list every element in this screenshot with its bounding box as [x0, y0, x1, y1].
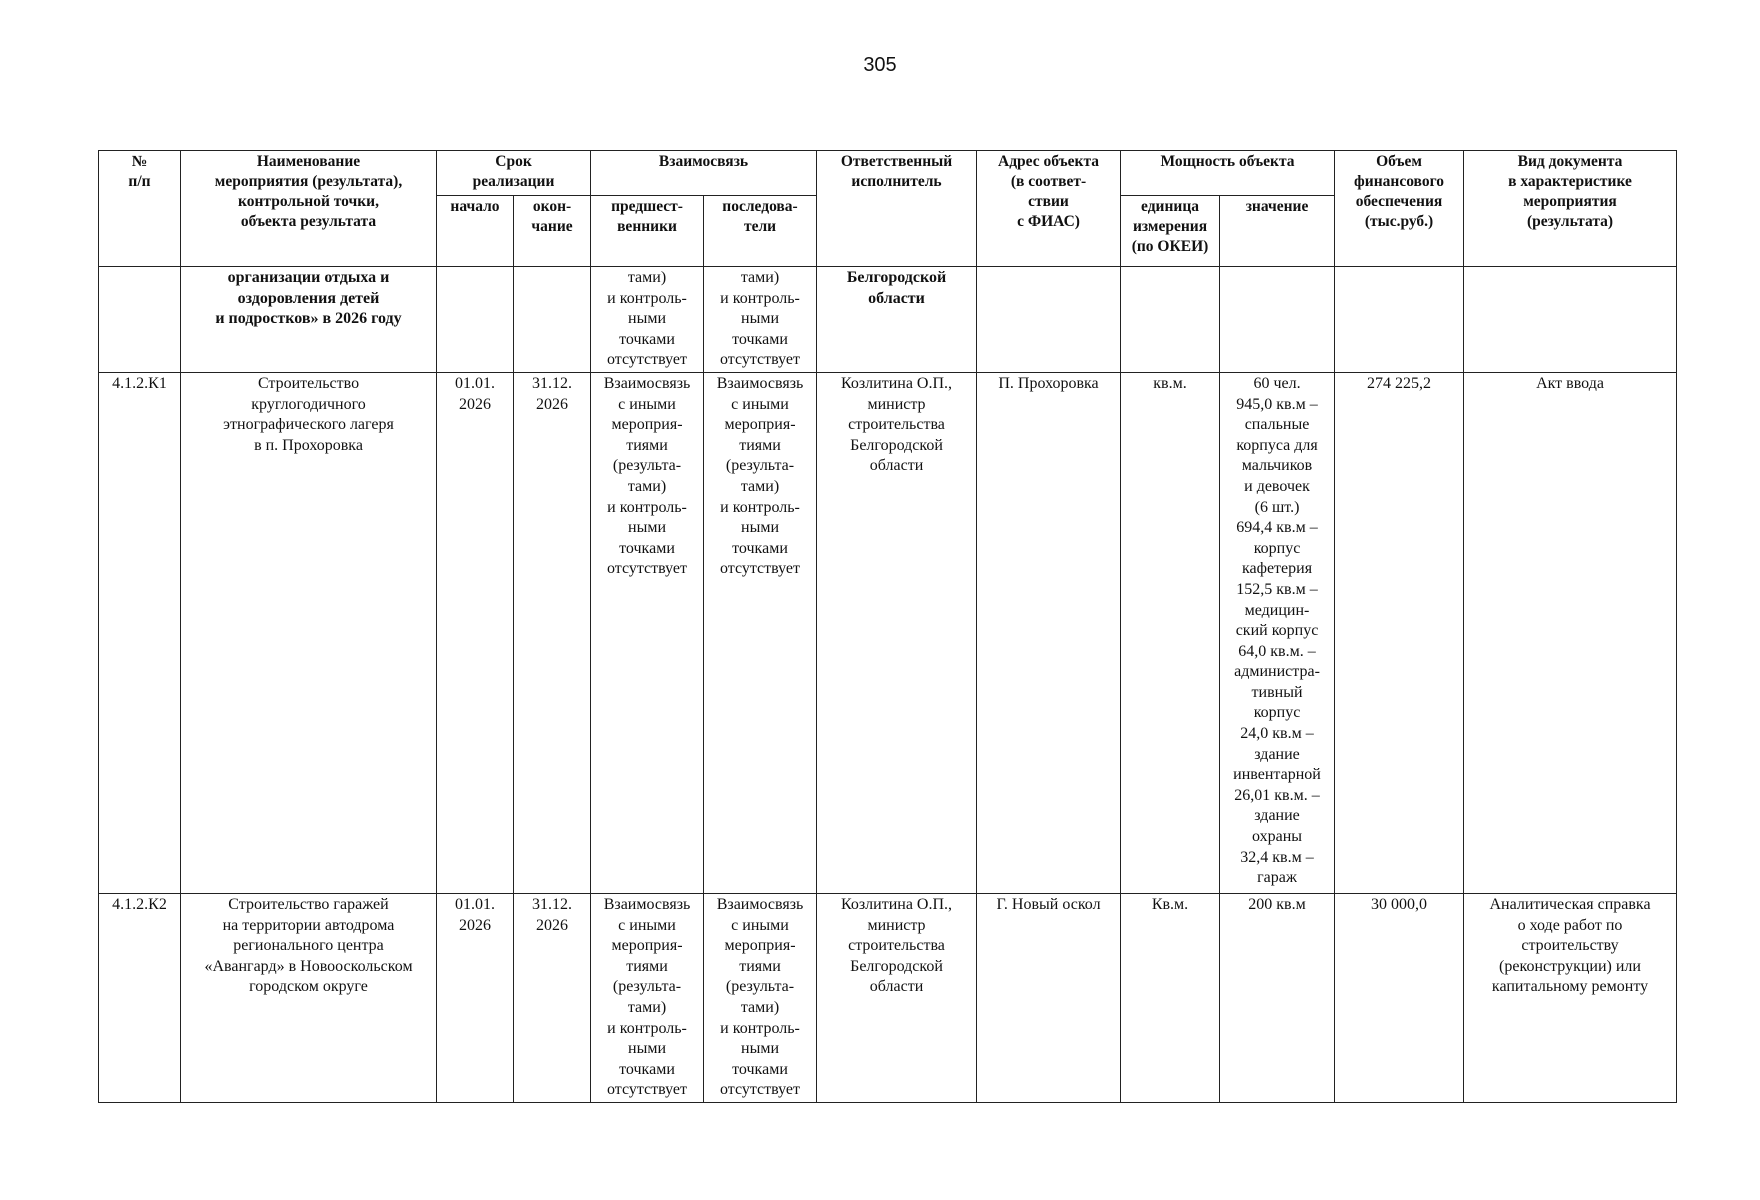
cell-line: венники — [617, 218, 677, 235]
cell-predecessors — [591, 372, 704, 893]
cell-funding — [1335, 372, 1464, 893]
cell-line: мероприя- — [611, 416, 683, 434]
cell-line: отсутствует — [606, 560, 688, 578]
cell-unit — [1121, 267, 1220, 373]
cell-line: значение — [1245, 198, 1309, 215]
cell-line: Взаимосвязь — [603, 895, 691, 913]
cell-line: ствии — [1028, 193, 1069, 210]
cell-line: Взаимосвязь — [658, 153, 749, 170]
cell-successors — [704, 893, 817, 1102]
cell-successors — [704, 372, 817, 893]
cell-line: и подростков» в 2026 году — [215, 310, 402, 328]
cell-line: тами) — [740, 998, 780, 1016]
cell-line: последова- — [722, 198, 798, 215]
cell-line: № — [131, 153, 148, 170]
cell-line: ными — [741, 1040, 780, 1058]
cell-line: на территории автодрома — [222, 916, 395, 934]
cell-line: (результата) — [1526, 213, 1614, 230]
cell-unit — [1121, 893, 1220, 1102]
cell-line: спальные — [1244, 416, 1310, 434]
cell-line: области — [869, 457, 924, 475]
header-capacity — [1121, 151, 1335, 196]
cell-line: с ФИАС) — [1017, 213, 1080, 230]
cell-line: единица — [1141, 198, 1200, 215]
cell-address — [977, 267, 1121, 373]
cell-line: 01.01. — [455, 895, 495, 913]
header-address — [977, 151, 1121, 267]
header-start — [437, 196, 514, 267]
cell-line: медицин- — [1244, 601, 1310, 619]
cell-value — [1220, 893, 1335, 1102]
cell-line: 60 чел. — [1253, 374, 1301, 392]
cell-line: и девочек — [1244, 477, 1310, 495]
header-name — [181, 151, 437, 267]
cell-line: ными — [741, 519, 780, 537]
cell-line: Вид документа — [1517, 153, 1623, 170]
cell-line: области — [869, 978, 924, 996]
cell-line: в п. Прохоровка — [254, 436, 363, 454]
header-end — [514, 196, 591, 267]
cell-doc-type — [1464, 372, 1677, 893]
cell-line: корпус — [1253, 539, 1301, 557]
cell-line: Белгородской — [846, 269, 947, 286]
cell-line: реализации — [472, 173, 555, 190]
cell-line: строительства — [848, 416, 945, 434]
table-row-k2 — [99, 893, 1677, 1102]
cell-line: капитальному ремонту — [1491, 978, 1649, 996]
cell-address — [977, 372, 1121, 893]
cell-line: 2026 — [459, 395, 491, 413]
cell-line: точками — [732, 330, 788, 348]
cell-line: инвентарной — [1233, 766, 1321, 784]
cell-responsible — [817, 372, 977, 893]
cell-line: отсутствует — [719, 560, 801, 578]
cell-line: о ходе работ по — [1517, 916, 1623, 934]
cell-line: точками — [732, 539, 788, 557]
cell-predecessors — [591, 893, 704, 1102]
cell-funding — [1335, 267, 1464, 373]
cell-name — [181, 372, 437, 893]
cell-line: Взаимосвязь — [716, 895, 804, 913]
cell-line: мероприя- — [611, 937, 683, 955]
cell-line: кафетерия — [1241, 560, 1313, 578]
cell-line: объекта результата — [240, 213, 377, 230]
cell-line: здание — [1254, 745, 1300, 763]
cell-line: мальчиков — [1241, 457, 1313, 475]
cell-line: чание — [531, 218, 573, 235]
cell-line: администра- — [1234, 663, 1320, 681]
cell-line: точками — [732, 1060, 788, 1078]
cell-line: обеспечения — [1355, 193, 1443, 210]
cell-line: отсутствует — [606, 351, 688, 369]
cell-name — [181, 267, 437, 373]
cell-line: контрольной точки, — [238, 193, 379, 210]
cell-address — [977, 893, 1121, 1102]
cell-line: строительства — [848, 937, 945, 955]
cell-line: исполнитель — [851, 173, 942, 190]
cell-line: окон- — [532, 198, 572, 215]
cell-name — [181, 893, 437, 1102]
cell-unit — [1121, 372, 1220, 893]
cell-line: охраны — [1252, 828, 1303, 846]
cell-line: тами) — [627, 477, 667, 495]
cell-line: п/п — [128, 173, 151, 190]
cell-line: (тыс.руб.) — [1364, 213, 1434, 230]
cell-line: ский корпус — [1235, 622, 1319, 640]
cell-line: тиями — [626, 436, 668, 454]
cell-line: тами) — [627, 269, 667, 286]
table-row-continuation — [99, 267, 1677, 373]
cell-line: 274 225,2 — [1367, 374, 1432, 392]
cell-line: (по ОКЕИ) — [1131, 238, 1209, 255]
cell-line: тиями — [739, 957, 781, 975]
cell-end — [514, 372, 591, 893]
cell-line: с иными — [618, 916, 676, 934]
cell-start — [437, 893, 514, 1102]
cell-line: Козлитина О.П., — [840, 895, 953, 913]
page-number: 305 — [863, 54, 897, 76]
cell-line: Адрес объекта — [998, 153, 1100, 170]
cell-line: финансового — [1354, 173, 1444, 190]
cell-line: области — [868, 289, 925, 307]
cell-line: корпус — [1253, 704, 1301, 722]
cell-funding — [1335, 893, 1464, 1102]
cell-line: строительству — [1521, 937, 1619, 955]
cell-line: в характеристике — [1508, 173, 1632, 190]
cell-line: и контроль- — [607, 289, 687, 307]
cell-line: с иными — [618, 395, 676, 413]
cell-line: точками — [619, 539, 675, 557]
cell-value — [1220, 372, 1335, 893]
cell-line: 152,5 кв.м – — [1236, 580, 1318, 598]
cell-predecessors — [591, 267, 704, 373]
cell-line: отсутствует — [719, 1081, 801, 1099]
cell-line: 945,0 кв.м – — [1236, 395, 1318, 413]
header-predecessors — [591, 196, 704, 267]
cell-line: (результа- — [612, 457, 682, 475]
cell-num — [99, 372, 181, 893]
cell-line: Строительство гаражей — [228, 895, 389, 913]
cell-line: этнографического лагеря — [223, 416, 394, 434]
cell-line: ными — [741, 310, 780, 328]
cell-line: начало — [450, 198, 500, 215]
cell-line: тами) — [740, 269, 780, 286]
cell-line: тами) — [740, 477, 780, 495]
header-value — [1220, 196, 1335, 267]
cell-line: отсутствует — [719, 351, 801, 369]
cell-line: городском округе — [249, 978, 368, 996]
cell-line: организации отдыха и — [227, 269, 390, 286]
cell-line: Объем — [1376, 153, 1422, 170]
cell-line: точками — [619, 330, 675, 348]
cell-line: 24,0 кв.м – — [1240, 725, 1314, 743]
cell-line: П. Прохоровка — [998, 374, 1099, 392]
cell-line: мероприятия (результата), — [214, 173, 403, 190]
header-num — [99, 151, 181, 267]
cell-line: 2026 — [459, 916, 491, 934]
cell-line: с иными — [731, 916, 789, 934]
header-row-1 — [99, 151, 1677, 196]
cell-start — [437, 372, 514, 893]
cell-line: тами) — [627, 998, 667, 1016]
cell-line: 32,4 кв.м – — [1240, 848, 1314, 866]
cell-line: гараж — [1257, 869, 1297, 887]
cell-line: предшест- — [611, 198, 683, 215]
cell-line: 2026 — [536, 395, 568, 413]
cell-num — [99, 267, 181, 373]
cell-line: Козлитина О.П., — [840, 374, 953, 392]
header-doc-type — [1464, 151, 1677, 267]
header-period — [437, 151, 591, 196]
cell-line: Г. Новый оскол — [996, 895, 1101, 913]
header-relation — [591, 151, 817, 196]
cell-line: измерения — [1132, 218, 1208, 235]
cell-line: (результа- — [725, 978, 795, 996]
cell-line: министр — [867, 395, 926, 413]
cell-line: Наименование — [256, 153, 361, 170]
cell-line: 4.1.2.К2 — [112, 895, 167, 913]
cell-line: 26,01 кв.м. – — [1234, 786, 1320, 804]
cell-line: регионального центра — [233, 937, 384, 955]
cell-value — [1220, 267, 1335, 373]
cell-line: ными — [628, 310, 667, 328]
cell-line: и контроль- — [720, 498, 800, 516]
cell-line: ными — [628, 1040, 667, 1058]
header-successors — [704, 196, 817, 267]
cell-line: Кв.м. — [1151, 895, 1189, 913]
cell-line: точками — [619, 1060, 675, 1078]
cell-line: Взаимосвязь — [716, 374, 804, 392]
cell-line: 31.12. — [532, 374, 572, 392]
cell-line: Акт ввода — [1536, 374, 1604, 392]
cell-line: 694,4 кв.м – — [1236, 519, 1318, 537]
cell-line: корпуса для — [1236, 436, 1318, 454]
table-row-k1 — [99, 372, 1677, 893]
cell-line: оздоровления детей — [237, 289, 380, 307]
cell-line: министр — [867, 916, 926, 934]
activities-table — [98, 150, 1677, 1103]
cell-line: Строительство — [257, 374, 360, 392]
cell-line: 31.12. — [532, 895, 572, 913]
cell-line: Мощность объекта — [1160, 153, 1295, 170]
cell-line: 2026 — [536, 916, 568, 934]
cell-line: 01.01. — [455, 374, 495, 392]
cell-end — [514, 267, 591, 373]
cell-line: и контроль- — [607, 1019, 687, 1037]
cell-line: кв.м. — [1153, 374, 1187, 392]
cell-line: мероприя- — [724, 937, 796, 955]
cell-line: Аналитическая справка — [1489, 895, 1651, 913]
cell-line: с иными — [731, 395, 789, 413]
cell-line: тивный — [1251, 683, 1303, 701]
cell-line: 64,0 кв.м. – — [1238, 642, 1316, 660]
cell-line: отсутствует — [606, 1081, 688, 1099]
cell-line: тиями — [739, 436, 781, 454]
cell-line: круглогодичного — [251, 395, 366, 413]
cell-line: мероприя- — [724, 416, 796, 434]
header-funding — [1335, 151, 1464, 267]
cell-line: Белгородской — [850, 957, 943, 975]
cell-line: (в соответ- — [1010, 173, 1087, 190]
cell-line: (реконструкции) или — [1499, 957, 1641, 975]
cell-line: (результа- — [725, 457, 795, 475]
cell-line: «Авангард» в Новооскольском — [204, 957, 413, 975]
cell-line: и контроль- — [607, 498, 687, 516]
cell-line: и контроль- — [720, 289, 800, 307]
cell-num — [99, 893, 181, 1102]
cell-line: 200 кв.м — [1248, 895, 1306, 913]
cell-responsible — [817, 267, 977, 373]
cell-line: Ответственный — [840, 153, 953, 170]
cell-line: Взаимосвязь — [603, 374, 691, 392]
cell-successors — [704, 267, 817, 373]
header-unit — [1121, 196, 1220, 267]
cell-line: Срок — [495, 153, 532, 170]
cell-line: мероприятия — [1523, 193, 1617, 210]
cell-responsible — [817, 893, 977, 1102]
cell-line: и контроль- — [720, 1019, 800, 1037]
cell-line: ными — [628, 519, 667, 537]
header-responsible — [817, 151, 977, 267]
cell-line: тели — [743, 218, 777, 235]
cell-doc-type — [1464, 267, 1677, 373]
cell-line: 4.1.2.К1 — [112, 374, 167, 392]
cell-line: 30 000,0 — [1371, 895, 1428, 913]
cell-start — [437, 267, 514, 373]
cell-line: здание — [1254, 807, 1300, 825]
cell-line: (6 шт.) — [1254, 498, 1300, 516]
cell-doc-type — [1464, 893, 1677, 1102]
cell-line: (результа- — [612, 978, 682, 996]
cell-line: тиями — [626, 957, 668, 975]
cell-line: Белгородской — [850, 436, 943, 454]
cell-end — [514, 893, 591, 1102]
